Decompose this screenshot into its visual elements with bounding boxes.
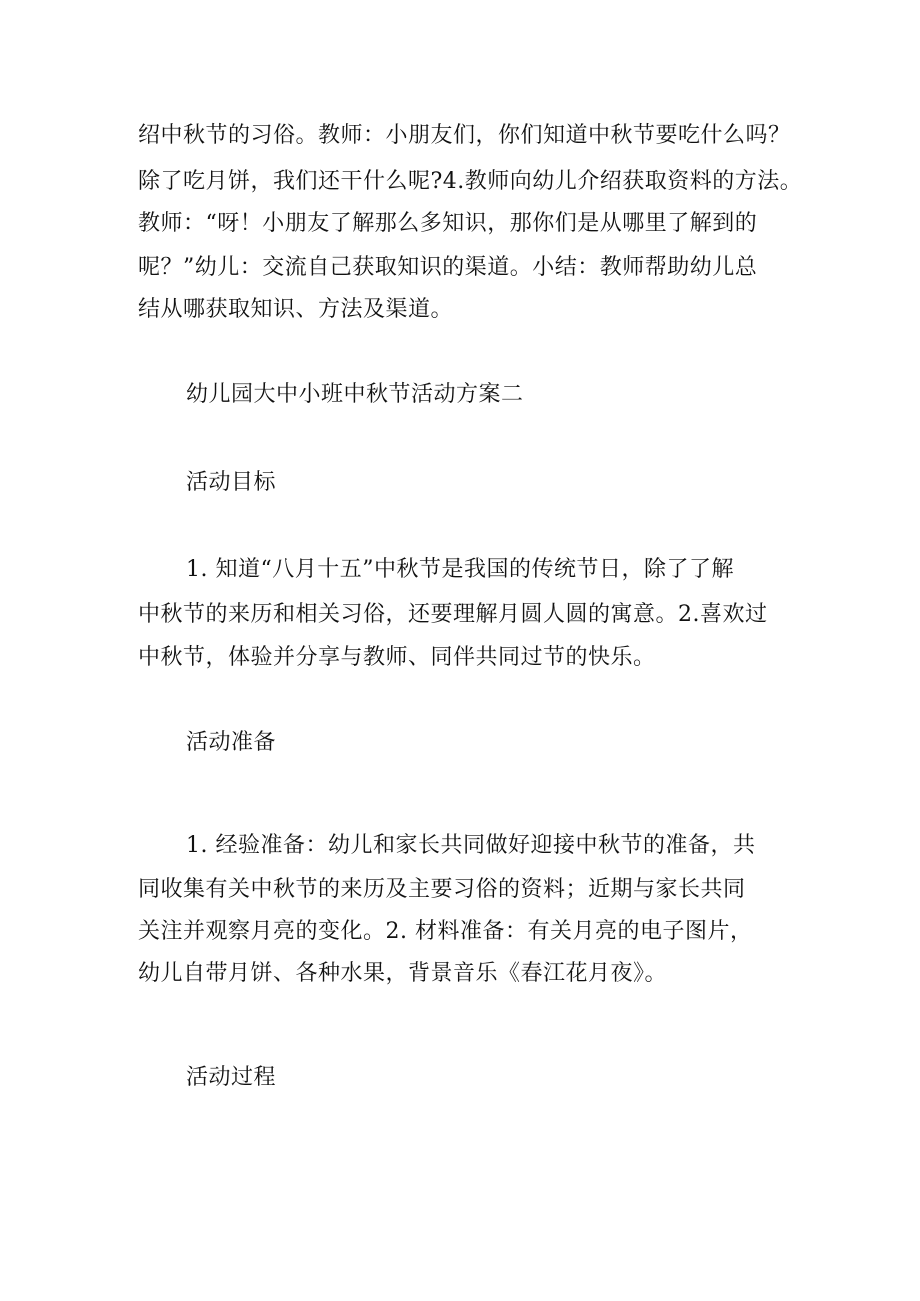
body-line: 除了吃月饼，我们还干什么呢?4.教师向幼儿介绍获取资料的方法。 [138, 169, 803, 194]
section-heading: 活动过程 [186, 1065, 277, 1090]
section-heading: 活动目标 [186, 470, 277, 495]
section-heading: 活动准备 [186, 730, 277, 755]
body-line: 同收集有关中秋节的来历及主要习俗的资料；近期与家长共同 [138, 877, 746, 902]
body-line: 绍中秋节的习俗。教师：小朋友们，你们知道中秋节要吃什么吗？ [138, 123, 791, 148]
body-line: 教师：“呀！小朋友了解那么多知识，那你们是从哪里了解到的 [138, 211, 758, 236]
body-line: 呢？”幼儿：交流自己获取知识的渠道。小结：教师帮助幼儿总 [138, 255, 758, 280]
body-line: 1. 经验准备：幼儿和家长共同做好迎接中秋节的准备，共 [186, 833, 756, 858]
body-line: 结从哪获取知识、方法及渠道。 [138, 297, 454, 322]
section-title: 幼儿园大中小班中秋节活动方案二 [186, 382, 524, 407]
body-line: 中秋节，体验并分享与教师、同伴共同过节的快乐。 [138, 645, 656, 670]
body-line: 关注并观察月亮的变化。2. 材料准备：有关月亮的电子图片， [138, 919, 753, 944]
body-line: 1. 知道“八月十五”中秋节是我国的传统节日，除了了解 [186, 557, 734, 582]
body-line: 中秋节的来历和相关习俗，还要理解月圆人圆的寓意。2.喜欢过 [138, 602, 768, 627]
body-line: 幼儿自带月饼、各种水果，背景音乐《春江花月夜》。 [138, 961, 668, 986]
